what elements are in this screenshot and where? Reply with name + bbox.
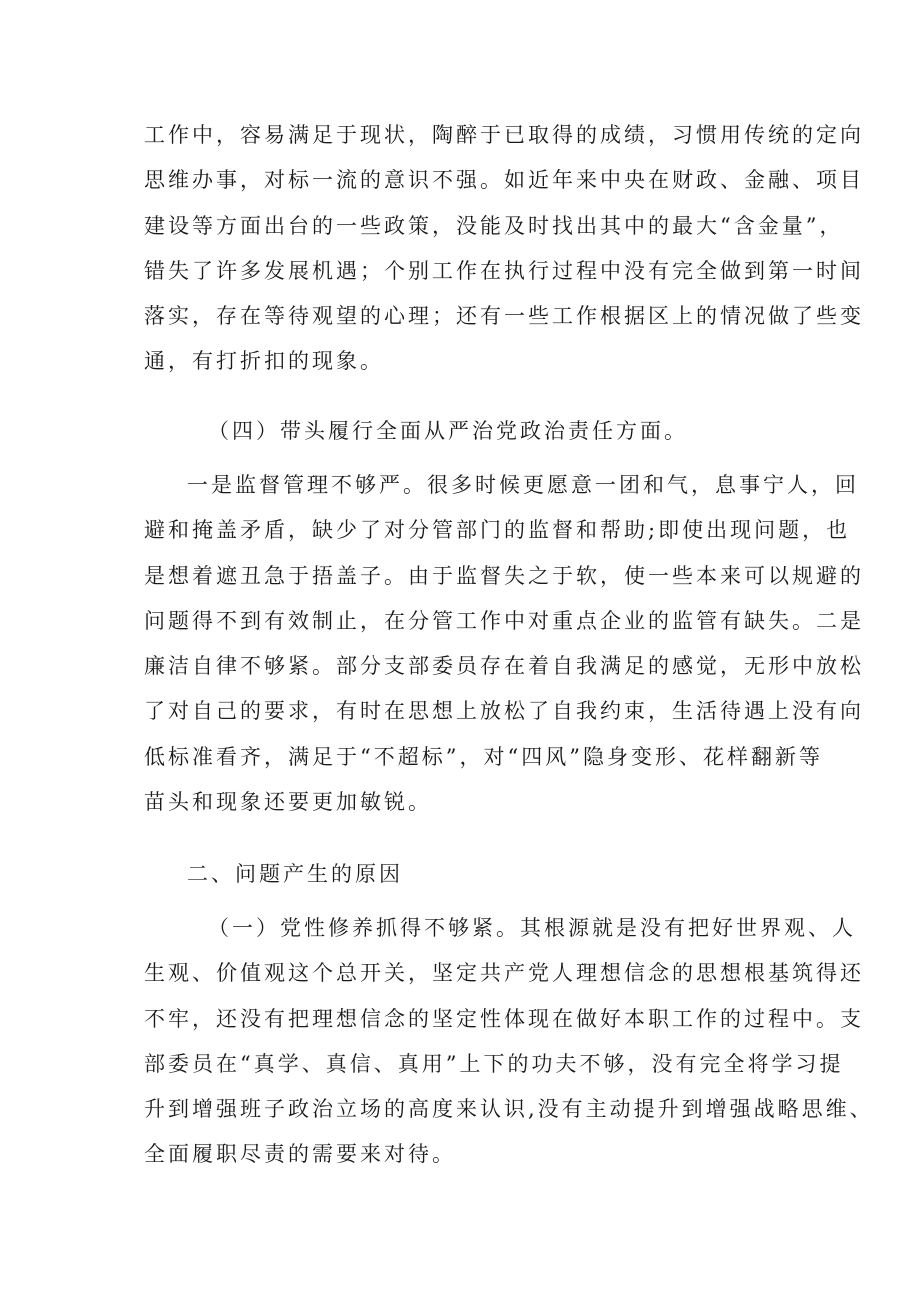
heading-line: （四）带头履行全面从严治党政治责任方面。 bbox=[208, 419, 688, 443]
text-line: 工作中，容易满足于现状，陶醉于已取得的成绩，习惯用传统的定向 bbox=[144, 123, 864, 147]
text-line: 廉洁自律不够紧。部分支部委员存在着自我满足的感觉，无形中放松 bbox=[144, 654, 864, 679]
text-line: 思维办事，对标一流的意识不强。如近年来中央在财政、金融、项目 bbox=[144, 168, 864, 193]
text-line: 问题得不到有效制止，在分管工作中对重点企业的监管有缺失。二是 bbox=[144, 608, 864, 633]
text-line: 升到增强班子政治立场的高度来认识,没有主动提升到增强战略思维、 bbox=[144, 1097, 874, 1122]
text-line: 是想着遮丑急于捂盖子。由于监督失之于软，使一些本来可以规避的 bbox=[144, 563, 864, 588]
paragraph-party-spirit bbox=[144, 906, 874, 1178]
section-heading-2 bbox=[144, 852, 784, 897]
text-line: 生观、价值观这个总开关，坚定共产党人理想信念的思想根基筑得还 bbox=[144, 961, 864, 986]
text-line: 低标准看齐，满足于“不超标”，对“四风”隐身变形、花样翻新等 bbox=[144, 744, 823, 769]
text-line: 通，有打折扣的现象。 bbox=[144, 349, 384, 374]
paragraph-continuation bbox=[144, 113, 864, 385]
section-heading-4 bbox=[144, 409, 784, 454]
text-line: 建设等方面出台的一些政策，没能及时找出其中的最大“含金量”， bbox=[144, 213, 844, 238]
paragraph-supervision bbox=[144, 463, 864, 825]
text-line: 错失了许多发展机遇；个别工作在执行过程中没有完全做到第一时间 bbox=[144, 258, 864, 283]
text-line: 了对自己的要求，有时在思想上放松了自我约束，生活待遇上没有向 bbox=[144, 699, 864, 724]
text-line: 部委员在“真学、真信、真用”上下的功夫不够，没有完全将学习提 bbox=[144, 1051, 844, 1076]
text-line: 落实，存在等待观望的心理；还有一些工作根据区上的情况做了些变 bbox=[144, 304, 864, 329]
text-line: 不牢，还没有把理想信念的坚定性体现在做好本职工作的过程中。支 bbox=[144, 1006, 864, 1031]
text-line: 全面履职尽责的需要来对待。 bbox=[144, 1142, 456, 1167]
text-line: 避和掩盖矛盾，缺少了对分管部门的监督和帮助;即使出现问题，也 bbox=[144, 518, 851, 543]
text-line: 苗头和现象还要更加敏锐。 bbox=[144, 790, 432, 815]
text-line: 一是监督管理不够严。很多时候更愿意一团和气，息事宁人，回 bbox=[187, 473, 859, 497]
text-line: （一）党性修养抓得不够紧。其根源就是没有把好世界观、人 bbox=[208, 916, 856, 940]
heading-line: 二、问题产生的原因 bbox=[187, 862, 403, 886]
